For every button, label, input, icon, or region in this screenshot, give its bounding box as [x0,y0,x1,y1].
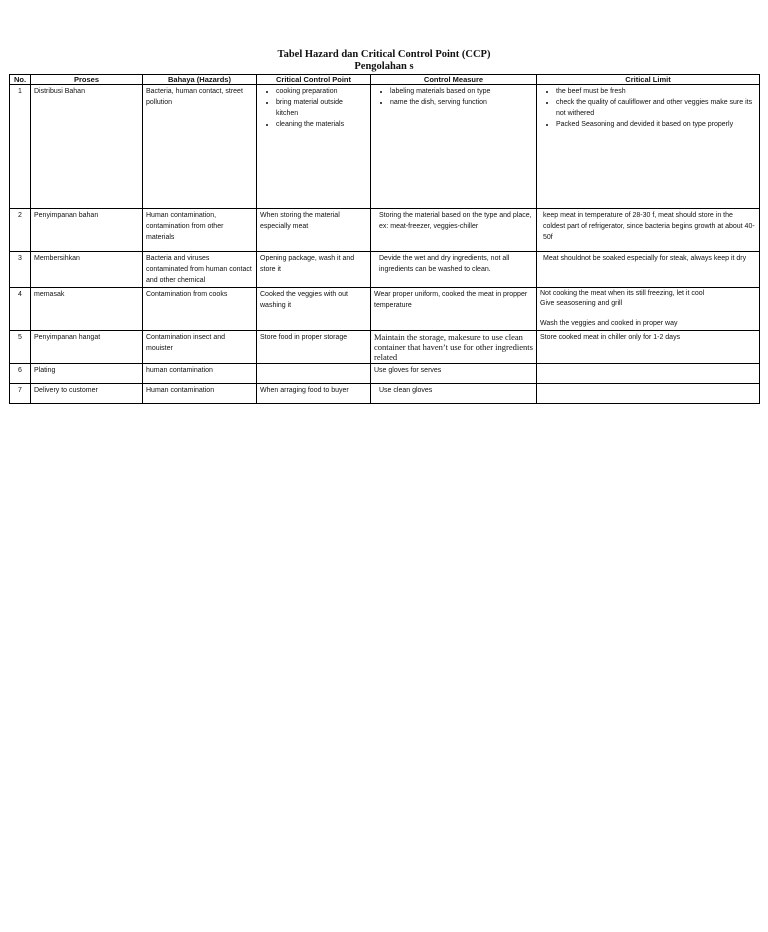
table-row [10,209,760,252]
cell-critical-limit: Meat shouldnot be soaked especially for steak, always keep it dry [537,252,760,288]
cell-ccp [257,364,371,384]
cell-critical-limit [537,364,760,384]
list-item: • name the dish, serving function [390,97,533,108]
limit-list [540,86,756,130]
list-item: • labeling materials based on type [390,86,533,97]
cell-proses: Penyimpanan hangat [31,331,143,364]
limit-line: Not cooking the meat when its still freezing, let it cool [540,290,705,297]
cell-ccp: Store food in proper storage [257,331,371,364]
cell-bahaya: Contamination from cooks [143,288,257,331]
document-header [0,48,768,73]
cell-control-measure: Devide the wet and dry ingredients, not all ingredients can be washed to clean. [371,252,537,288]
cell-no: 4 [10,288,31,331]
cell-bahaya: Human contamination, contamination from other materials [143,209,257,252]
cell-no: 7 [10,384,31,404]
cell-control-measure: Use gloves for serves [371,364,537,384]
cell-proses: Membersihkan [31,252,143,288]
list-item: • the beef must be fresh [556,86,756,97]
list-item: • check the quality of cauliflower and other veggies make sure its not withered [556,97,756,119]
hazard-ccp-table [9,74,760,404]
column-header-critical-limit: Critical Limit [537,75,760,85]
column-header-control-measure: Control Measure [371,75,537,85]
cell-bahaya: Human contamination [143,384,257,404]
cell-critical-limit [537,85,760,209]
limit-line: Give seasosening and grill [540,300,623,307]
table-header-row [10,75,760,85]
cell-ccp: When arraging food to buyer [257,384,371,404]
cell-bahaya: human contamination [143,364,257,384]
cell-control-measure: Wear proper uniform, cooked the meat in propper temperature [371,288,537,331]
measure-list [374,86,533,108]
column-header-proses: Proses [31,75,143,85]
column-header-bahaya: Bahaya (Hazards) [143,75,257,85]
cell-ccp: Cooked the veggies with out washing it [257,288,371,331]
cell-bahaya: Contamination insect and mouister [143,331,257,364]
cell-critical-limit [537,384,760,404]
cell-proses: Distribusi Bahan [31,85,143,209]
cell-no: 1 [10,85,31,209]
cell-proses: memasak [31,288,143,331]
cell-ccp: Opening package, wash it and store it [257,252,371,288]
cell-control-measure [371,85,537,209]
ccp-list [260,86,367,130]
document-subtitle: Pengolahan s [354,61,414,72]
cell-proses: Delivery to customer [31,384,143,404]
list-item: • Packed Seasoning and devided it based on type properly [556,119,756,130]
cell-bahaya: Bacteria, human contact, street pollution [143,85,257,209]
cell-ccp [257,85,371,209]
cell-bahaya: Bacteria and viruses contaminated from human contact and other chemical [143,252,257,288]
table-row [10,252,760,288]
table-row [10,364,760,384]
cell-control-measure: Use clean gloves [371,384,537,404]
cell-proses: Plating [31,364,143,384]
cell-control-measure: Storing the material based on the type and place, ex: meat-freezer, veggies-chiller [371,209,537,252]
table-row [10,288,760,331]
cell-critical-limit: keep meat in temperature of 28-30 f, meat should store in the coldest part of refrigerator, since bacteria begins growth at about 40-50f [537,209,760,252]
cell-no: 3 [10,252,31,288]
cell-no: 2 [10,209,31,252]
cell-proses: Penyimpanan bahan [31,209,143,252]
cell-no: 5 [10,331,31,364]
cell-ccp: When storing the material especially meat [257,209,371,252]
table-row [10,331,760,364]
list-item: • bring material outside kitchen [276,97,367,119]
cell-control-measure: Maintain the storage, makesure to use clean container that haven’t use for other ingredients related [371,331,537,364]
spacer [540,309,756,319]
list-item: • cleaning the materials [276,119,367,130]
table-row [10,85,760,209]
limit-line: Wash the veggies and cooked in proper way [540,320,678,327]
cell-critical-limit: Store cooked meat in chiller only for 1-2 days [537,331,760,364]
cell-no: 6 [10,364,31,384]
column-header-no: No. [10,75,31,85]
column-header-ccp: Critical Control Point [257,75,371,85]
list-item: • cooking preparation [276,86,367,97]
cell-critical-limit [537,288,760,331]
document-title: Tabel Hazard dan Critical Control Point (CCP) [277,49,491,60]
table-row [10,384,760,404]
